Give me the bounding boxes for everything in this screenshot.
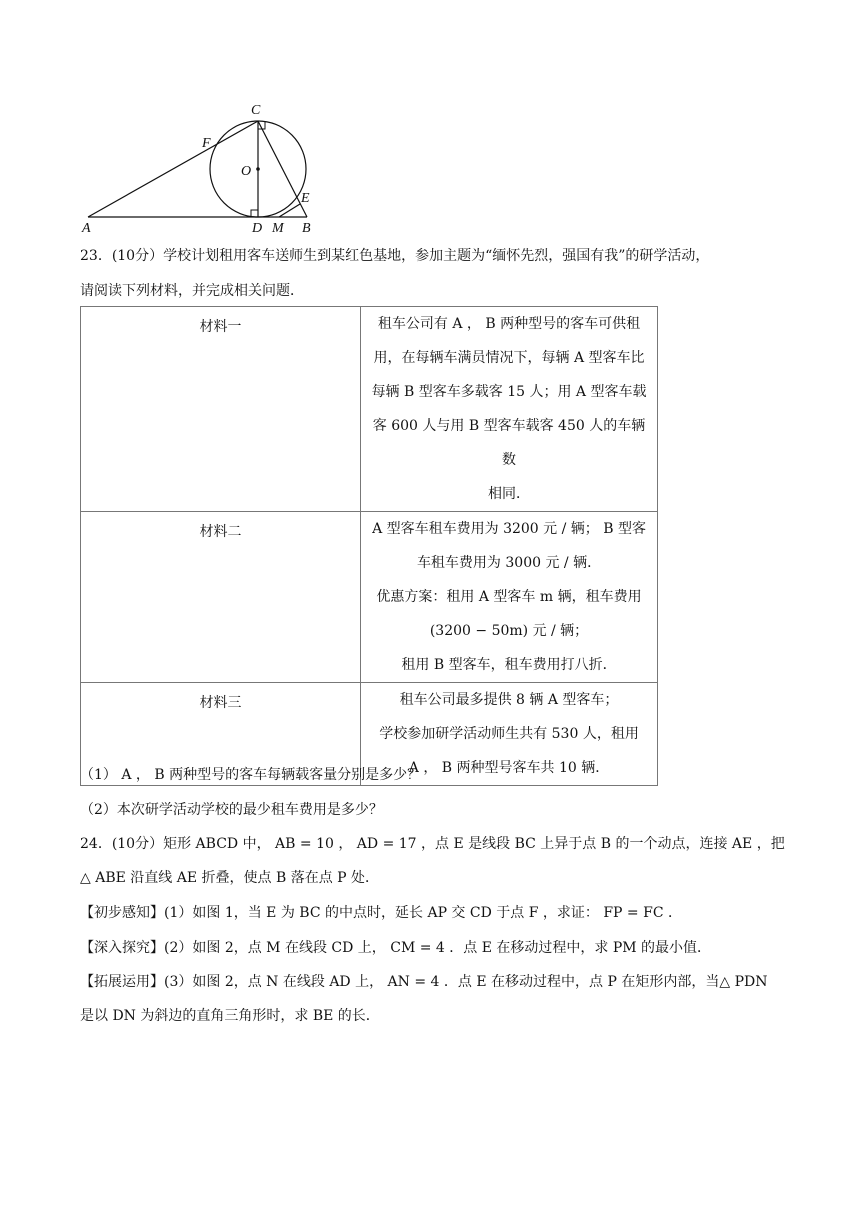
q24-part-2: 【深入探究】(2）如图 2，点 M 在线段 CD 上， CM = 4 ．点 E 在移动过程中，求 PM 的最小值．	[80, 940, 712, 956]
material-2-line-2: 车租车费用为 3000 元 / 辆．	[416, 555, 602, 571]
right-angle-mark-D	[251, 210, 258, 217]
material-1-line-2: 用，在每辆车满员情况下，每辆 A 型客车比	[373, 350, 645, 366]
q24-stem-line-1: 24．(10分）矩形 ABCD 中， AB = 10 ， AD = 17 ，点 E 是线段 BC 上异于点 B 的一个动点，连接 AE ，把	[80, 836, 785, 852]
material-2-line-5: 租用 B 型客车，租车费用打八折．	[401, 657, 617, 673]
material-2-line-3: 优惠方案：租用 A 型客车 m 辆，租车费用	[376, 589, 642, 605]
q23-stem-line-1: 23．(10分）学校计划租用客车送师生到某红色基地，参加主题为“缅怀先烈，强国有我”的研学活动，	[80, 248, 710, 264]
geometry-figure	[78, 96, 328, 236]
q24-stem-line-2: △ ABE 沿直线 AE 折叠，使点 B 落在点 P 处．	[80, 870, 380, 886]
material-label-3: 材料三	[81, 683, 361, 786]
label-A: A	[82, 221, 91, 236]
label-O: O	[241, 164, 252, 179]
material-row-1	[81, 307, 658, 512]
label-D: D	[252, 221, 263, 236]
material-1-line-3: 每辆 B 型客车多载客 15 人；用 A 型客车载	[371, 384, 647, 400]
label-F: F	[202, 136, 211, 151]
q24-part-3-line-2: 是以 DN 为斜边的直角三角形时，求 BE 的长．	[80, 1008, 380, 1024]
label-E: E	[301, 191, 310, 206]
material-content-1	[361, 307, 658, 512]
material-content-2	[361, 512, 658, 683]
center-point-O	[256, 167, 260, 171]
material-1-line-4: 客 600 人与用 B 型客车载客 450 人的车辆数	[372, 418, 646, 468]
q24-part-1: 【初步感知】(1）如图 1，当 E 为 BC 的中点时，延长 AP 交 CD 于点 F ，求证： FP = FC ．	[80, 905, 682, 921]
material-3-line-2: 学校参加研学活动师生共有 530 人，租用	[379, 726, 639, 742]
material-3-line-3: A ， B 两种型号客车共 10 辆．	[408, 760, 610, 776]
material-1-line-1: 租车公司有 A ， B 两种型号的客车可供租	[377, 316, 641, 332]
q23-stem-line-2: 请阅读下列材料，并完成相关问题．	[80, 283, 304, 299]
segment-AC	[88, 121, 258, 217]
segment-CB	[258, 121, 307, 217]
label-C: C	[251, 103, 261, 118]
q23-subquestion-1: （1） A ， B 两种型号的客车每辆载客量分别是多少？	[80, 767, 422, 783]
material-1-line-5: 相同．	[488, 486, 531, 502]
q24-part-3-line-1: 【拓展运用】(3）如图 2，点 N 在线段 AD 上， AN = 4 ．点 E 在移动过程中，点 P 在矩形内部，当△ PDN	[80, 974, 768, 990]
material-label-1: 材料一	[81, 307, 361, 512]
material-3-line-1: 租车公司最多提供 8 辆 A 型客车；	[399, 692, 619, 708]
label-M: M	[272, 221, 284, 236]
material-2-line-4: (3200 − 50m) 元 / 辆；	[429, 623, 589, 639]
q23-subquestion-2: （2）本次研学活动学校的最少租车费用是多少？	[80, 802, 383, 818]
material-2-line-1: A 型客车租车费用为 3200 元 / 辆； B 型客	[372, 521, 646, 537]
label-B: B	[302, 221, 311, 236]
material-row-2	[81, 512, 658, 683]
materials-table	[80, 306, 658, 786]
material-label-2: 材料二	[81, 512, 361, 683]
